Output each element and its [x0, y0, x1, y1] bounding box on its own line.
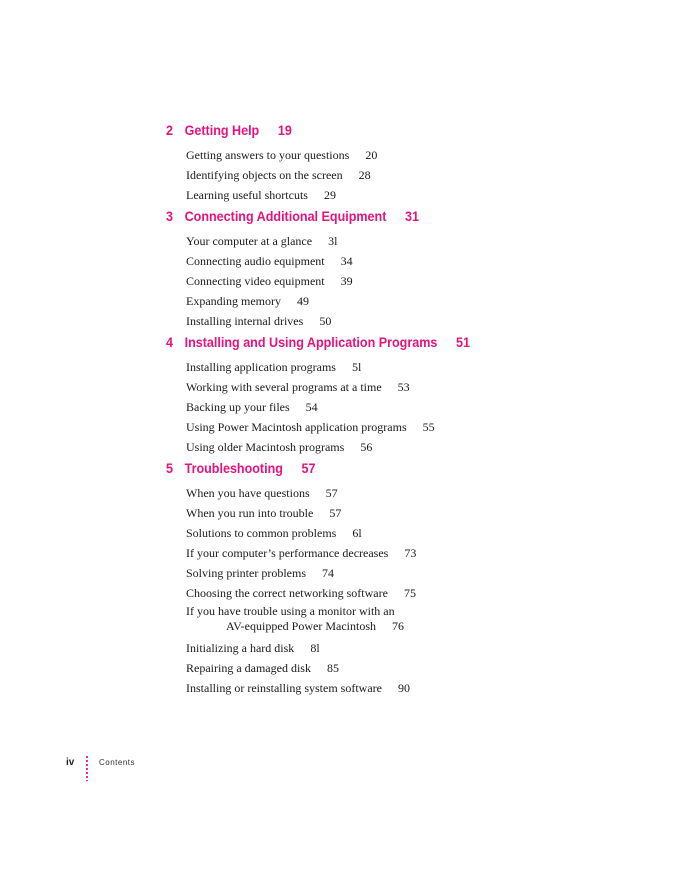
chapter-heading[interactable] — [166, 123, 612, 143]
toc-entry[interactable] — [186, 483, 646, 503]
entry-title: Installing application programs — [186, 360, 336, 374]
toc-entry[interactable] — [186, 437, 646, 457]
entry-page: 6l — [352, 526, 362, 540]
toc-entry[interactable] — [186, 583, 646, 603]
entry-page: 50 — [319, 314, 332, 328]
entry-title: Repairing a damaged disk — [186, 661, 311, 675]
chapter-3 — [166, 209, 646, 331]
chapter-number: 5 — [166, 461, 173, 476]
entry-list — [186, 357, 646, 457]
entry-page: 73 — [404, 546, 417, 560]
entry-list — [186, 145, 646, 205]
entry-page: 39 — [340, 274, 353, 288]
entry-page: 54 — [305, 400, 318, 414]
chapter-page: 57 — [301, 461, 316, 476]
toc-entry[interactable] — [186, 145, 646, 165]
entry-page: 55 — [422, 420, 435, 434]
entry-title: Using Power Macintosh application programs — [186, 420, 407, 434]
entry-title-continuation-text: AV-equipped Power Macintosh — [226, 619, 376, 633]
table-of-contents — [166, 123, 646, 702]
entry-title: Expanding memory — [186, 294, 281, 308]
entry-title: Connecting audio equipment — [186, 254, 325, 268]
toc-entry[interactable] — [186, 357, 646, 377]
toc-entry[interactable] — [186, 397, 646, 417]
entry-title: Working with several programs at a time — [186, 380, 382, 394]
toc-entry[interactable] — [186, 678, 646, 698]
toc-entry[interactable] — [186, 563, 646, 583]
entry-title: Your computer at a glance — [186, 234, 313, 248]
entry-page: 34 — [340, 254, 353, 268]
entry-page: 5l — [351, 360, 362, 374]
entry-title: Getting answers to your questions — [186, 148, 350, 162]
toc-entry[interactable] — [186, 377, 646, 397]
entry-page: 8l — [310, 641, 320, 655]
entry-page: 75 — [403, 586, 416, 600]
entry-page: 57 — [325, 486, 338, 500]
chapter-heading[interactable] — [166, 461, 612, 481]
chapter-number: 4 — [166, 335, 173, 350]
toc-entry[interactable] — [186, 638, 646, 658]
entry-title: Using older Macintosh programs — [186, 440, 345, 454]
chapter-4 — [166, 335, 646, 457]
toc-entry[interactable] — [186, 311, 646, 331]
entry-title: Installing or reinstalling system software — [186, 681, 382, 695]
entry-page: 29 — [323, 188, 336, 202]
chapter-page: 19 — [277, 123, 292, 138]
chapter-page: 31 — [404, 209, 419, 224]
entry-page: 56 — [360, 440, 373, 454]
toc-entry[interactable] — [186, 417, 646, 437]
chapter-heading[interactable] — [166, 209, 612, 229]
entry-title: When you run into trouble — [186, 506, 314, 520]
entry-page: 76 — [392, 619, 404, 633]
toc-entry[interactable] — [186, 603, 646, 638]
entry-title: Solving printer problems — [186, 566, 306, 580]
entry-page: 90 — [397, 681, 410, 695]
entry-title-continuation — [186, 619, 646, 634]
toc-entry[interactable] — [186, 231, 646, 251]
entry-page: 49 — [296, 294, 309, 308]
entry-title: Backing up your files — [186, 400, 290, 414]
entry-title: Learning useful shortcuts — [186, 188, 308, 202]
chapter-number: 3 — [166, 209, 173, 224]
chapter-title: Installing and Using Application Programs — [184, 335, 438, 350]
running-head: Contents — [99, 758, 136, 767]
entry-page: 85 — [326, 661, 339, 675]
chapter-5 — [166, 461, 646, 698]
entry-page: 28 — [358, 168, 371, 182]
entry-page: 57 — [329, 506, 342, 520]
dotted-rule — [86, 755, 88, 781]
toc-entry[interactable] — [186, 658, 646, 678]
toc-entry[interactable] — [186, 251, 646, 271]
toc-entry[interactable] — [186, 165, 646, 185]
entry-title: Identifying objects on the screen — [186, 168, 343, 182]
toc-entry[interactable] — [186, 271, 646, 291]
entry-page: 20 — [365, 148, 378, 162]
toc-entry[interactable] — [186, 291, 646, 311]
toc-entry[interactable] — [186, 543, 646, 563]
page-number: iv — [66, 757, 75, 768]
toc-entry[interactable] — [186, 503, 646, 523]
chapter-page: 51 — [455, 335, 470, 350]
chapter-heading[interactable] — [166, 335, 612, 355]
entry-title: Choosing the correct networking software — [186, 586, 388, 600]
entry-title: Installing internal drives — [186, 314, 304, 328]
chapter-title: Connecting Additional Equipment — [184, 209, 387, 224]
entry-title: If you have trouble using a monitor with an — [186, 604, 395, 618]
toc-entry[interactable] — [186, 523, 646, 543]
entry-list — [186, 231, 646, 331]
entry-title: If your computer’s performance decreases — [186, 546, 389, 560]
chapter-title: Troubleshooting — [184, 461, 283, 476]
entry-title: Connecting video equipment — [186, 274, 325, 288]
chapter-2 — [166, 123, 646, 205]
entry-page: 74 — [322, 566, 334, 580]
chapter-title: Getting Help — [184, 123, 260, 138]
entry-list — [186, 483, 646, 698]
entry-page: 3l — [328, 234, 338, 248]
entry-page: 53 — [397, 380, 410, 394]
entry-title: Initializing a hard disk — [186, 641, 295, 655]
entry-title: Solutions to common problems — [186, 526, 337, 540]
entry-title: When you have questions — [186, 486, 310, 500]
chapter-number: 2 — [166, 123, 173, 138]
toc-entry[interactable] — [186, 185, 646, 205]
